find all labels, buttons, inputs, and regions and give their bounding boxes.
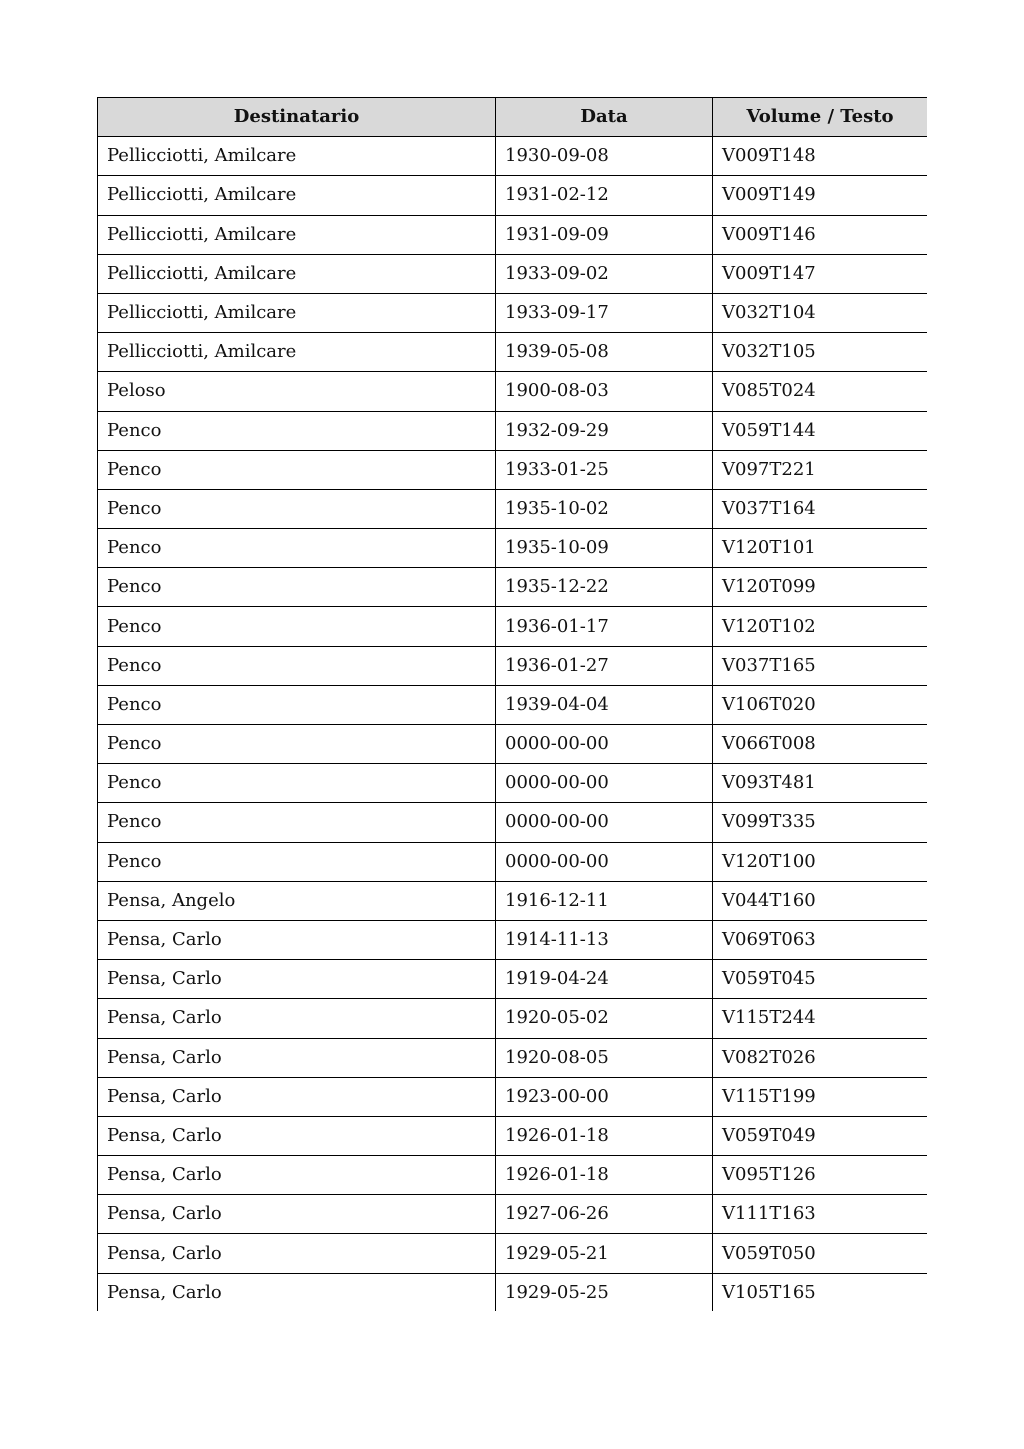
date-cell: 1936-01-17	[496, 607, 713, 646]
table-row	[98, 725, 928, 764]
volume-text-cell: V059T050	[713, 1234, 928, 1273]
date-cell: 1933-09-17	[496, 293, 713, 332]
table-row	[98, 529, 928, 568]
table-row	[98, 1116, 928, 1155]
date-cell: 1919-04-24	[496, 960, 713, 999]
date-cell: 0000-00-00	[496, 803, 713, 842]
date-cell: 1920-05-02	[496, 999, 713, 1038]
volume-text-cell: V009T148	[713, 137, 928, 176]
table-row	[98, 293, 928, 332]
date-cell: 1933-09-02	[496, 254, 713, 293]
recipient-cell: Peloso	[98, 372, 496, 411]
date-cell: 1926-01-18	[496, 1156, 713, 1195]
recipient-cell: Pellicciotti, Amilcare	[98, 215, 496, 254]
volume-text-cell: V085T024	[713, 372, 928, 411]
date-cell: 1931-09-09	[496, 215, 713, 254]
recipient-cell: Pensa, Carlo	[98, 1234, 496, 1273]
table-row	[98, 881, 928, 920]
volume-text-cell: V009T146	[713, 215, 928, 254]
volume-text-cell: V120T102	[713, 607, 928, 646]
recipient-cell: Penco	[98, 450, 496, 489]
table-row	[98, 1038, 928, 1077]
recipient-cell: Pellicciotti, Amilcare	[98, 137, 496, 176]
table-row	[98, 1195, 928, 1234]
table-row	[98, 176, 928, 215]
table-row	[98, 685, 928, 724]
recipient-cell: Pensa, Carlo	[98, 1156, 496, 1195]
date-cell: 1916-12-11	[496, 881, 713, 920]
table-row	[98, 920, 928, 959]
volume-text-cell: V120T099	[713, 568, 928, 607]
volume-text-cell: V037T165	[713, 646, 928, 685]
date-cell: 1933-01-25	[496, 450, 713, 489]
table-row	[98, 137, 928, 176]
recipient-cell: Penco	[98, 607, 496, 646]
recipient-cell: Pellicciotti, Amilcare	[98, 176, 496, 215]
table-row	[98, 803, 928, 842]
table-row	[98, 1156, 928, 1195]
header-destinatario: Destinatario	[98, 98, 496, 137]
date-cell: 0000-00-00	[496, 842, 713, 881]
recipient-cell: Penco	[98, 568, 496, 607]
recipient-cell: Penco	[98, 646, 496, 685]
table-row	[98, 607, 928, 646]
table-body	[98, 137, 928, 1311]
table-row	[98, 568, 928, 607]
date-cell: 0000-00-00	[496, 725, 713, 764]
letters-table	[97, 97, 927, 1311]
recipient-cell: Penco	[98, 529, 496, 568]
recipient-cell: Penco	[98, 842, 496, 881]
table-row	[98, 1273, 928, 1311]
date-cell: 1935-10-09	[496, 529, 713, 568]
date-cell: 0000-00-00	[496, 764, 713, 803]
date-cell: 1939-05-08	[496, 333, 713, 372]
recipient-cell: Penco	[98, 489, 496, 528]
volume-text-cell: V037T164	[713, 489, 928, 528]
recipient-cell: Pensa, Carlo	[98, 960, 496, 999]
recipient-cell: Pensa, Carlo	[98, 1038, 496, 1077]
table-row	[98, 254, 928, 293]
header-data: Data	[496, 98, 713, 137]
recipient-cell: Pensa, Angelo	[98, 881, 496, 920]
volume-text-cell: V099T335	[713, 803, 928, 842]
date-cell: 1920-08-05	[496, 1038, 713, 1077]
date-cell: 1929-05-25	[496, 1273, 713, 1311]
table-row	[98, 764, 928, 803]
volume-text-cell: V059T045	[713, 960, 928, 999]
recipient-cell: Pensa, Carlo	[98, 1273, 496, 1311]
table-row	[98, 999, 928, 1038]
volume-text-cell: V069T063	[713, 920, 928, 959]
recipient-cell: Pensa, Carlo	[98, 999, 496, 1038]
table-header	[98, 98, 928, 137]
date-cell: 1929-05-21	[496, 1234, 713, 1273]
volume-text-cell: V097T221	[713, 450, 928, 489]
volume-text-cell: V044T160	[713, 881, 928, 920]
date-cell: 1936-01-27	[496, 646, 713, 685]
volume-text-cell: V009T147	[713, 254, 928, 293]
date-cell: 1930-09-08	[496, 137, 713, 176]
volume-text-cell: V066T008	[713, 725, 928, 764]
volume-text-cell: V093T481	[713, 764, 928, 803]
recipient-cell: Pellicciotti, Amilcare	[98, 293, 496, 332]
volume-text-cell: V120T101	[713, 529, 928, 568]
table-row	[98, 960, 928, 999]
date-cell: 1931-02-12	[496, 176, 713, 215]
volume-text-cell: V059T144	[713, 411, 928, 450]
volume-text-cell: V105T165	[713, 1273, 928, 1311]
table-row	[98, 372, 928, 411]
date-cell: 1932-09-29	[496, 411, 713, 450]
volume-text-cell: V115T244	[713, 999, 928, 1038]
recipient-cell: Pensa, Carlo	[98, 1195, 496, 1234]
header-volume-testo: Volume / Testo	[713, 98, 928, 137]
volume-text-cell: V106T020	[713, 685, 928, 724]
volume-text-cell: V115T199	[713, 1077, 928, 1116]
volume-text-cell: V095T126	[713, 1156, 928, 1195]
date-cell: 1926-01-18	[496, 1116, 713, 1155]
recipient-cell: Pensa, Carlo	[98, 1077, 496, 1116]
letters-table-container	[97, 97, 927, 1311]
volume-text-cell: V082T026	[713, 1038, 928, 1077]
table-row	[98, 489, 928, 528]
table-row	[98, 450, 928, 489]
recipient-cell: Penco	[98, 685, 496, 724]
table-row	[98, 411, 928, 450]
date-cell: 1923-00-00	[496, 1077, 713, 1116]
recipient-cell: Penco	[98, 725, 496, 764]
recipient-cell: Penco	[98, 411, 496, 450]
recipient-cell: Pensa, Carlo	[98, 1116, 496, 1155]
recipient-cell: Pellicciotti, Amilcare	[98, 254, 496, 293]
table-row	[98, 215, 928, 254]
volume-text-cell: V059T049	[713, 1116, 928, 1155]
recipient-cell: Penco	[98, 803, 496, 842]
date-cell: 1914-11-13	[496, 920, 713, 959]
table-row	[98, 1234, 928, 1273]
table-row	[98, 1077, 928, 1116]
date-cell: 1939-04-04	[496, 685, 713, 724]
recipient-cell: Penco	[98, 764, 496, 803]
table-row	[98, 333, 928, 372]
recipient-cell: Pensa, Carlo	[98, 920, 496, 959]
volume-text-cell: V032T105	[713, 333, 928, 372]
volume-text-cell: V120T100	[713, 842, 928, 881]
volume-text-cell: V111T163	[713, 1195, 928, 1234]
table-row	[98, 842, 928, 881]
header-row	[98, 98, 928, 137]
date-cell: 1935-10-02	[496, 489, 713, 528]
date-cell: 1927-06-26	[496, 1195, 713, 1234]
volume-text-cell: V032T104	[713, 293, 928, 332]
table-row	[98, 646, 928, 685]
date-cell: 1935-12-22	[496, 568, 713, 607]
volume-text-cell: V009T149	[713, 176, 928, 215]
recipient-cell: Pellicciotti, Amilcare	[98, 333, 496, 372]
date-cell: 1900-08-03	[496, 372, 713, 411]
